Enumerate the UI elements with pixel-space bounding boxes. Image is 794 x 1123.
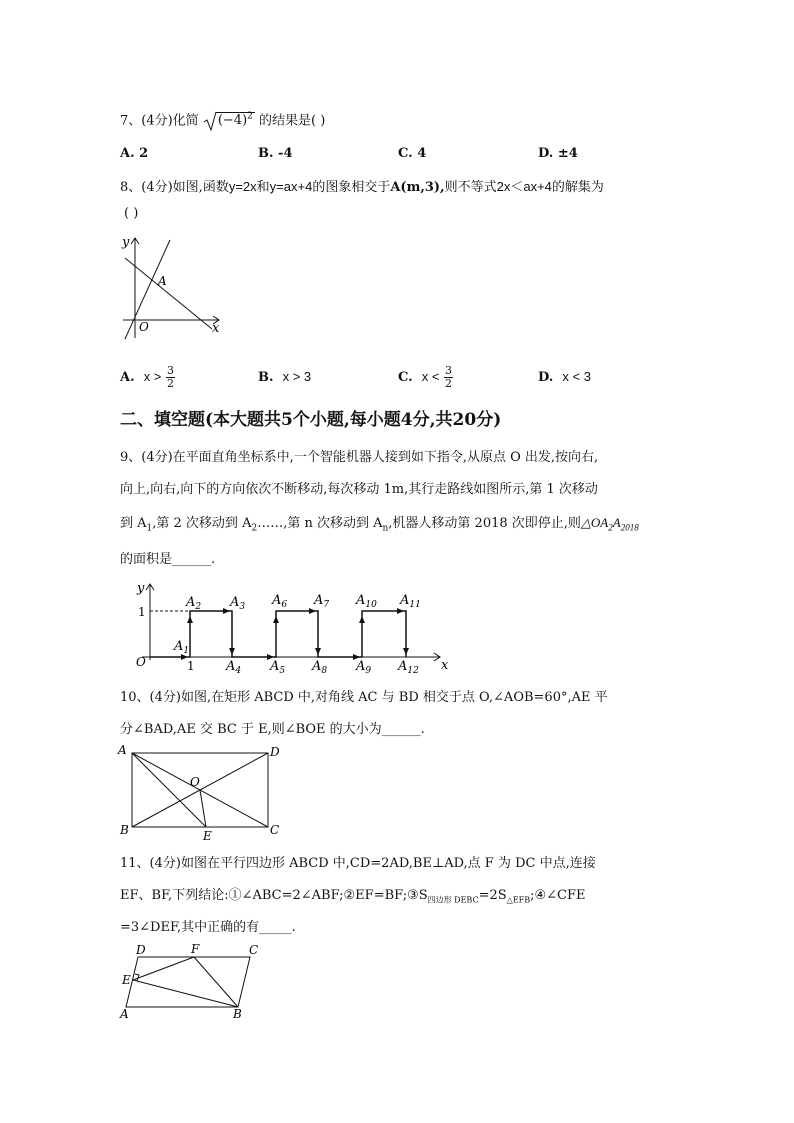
q8-label-x: x xyxy=(212,321,220,336)
q8-blank: ( ) xyxy=(124,206,139,221)
q11-line1: 11、(4分)如图在平行四边形 ABCD 中,CD=2AD,BE⊥AD,点 F 为 DC 中点,连接 xyxy=(120,856,596,871)
right-angle-icon xyxy=(135,974,139,981)
q8-option-d[interactable]: D. x < 3 xyxy=(538,369,591,385)
q11-line3: =3∠DEF,其中正确的有_____. xyxy=(120,920,296,935)
q9-triangle: $\triangle OA_2A_{2018}$ xyxy=(580,515,639,533)
q8-point: A(m,3), xyxy=(390,180,445,195)
q9-label-a11: $A_{11}$ xyxy=(400,593,421,610)
q10-line2: 分∠BAD,AE 交 BC 于 E,则∠BOE 的大小为______. xyxy=(120,722,425,737)
q9-figure xyxy=(130,578,460,676)
q10-line1: 10、(4分)如图,在矩形 ABCD 中,对角线 AC 与 BD 相交于点 O,∠AOB=60°,AE 平 xyxy=(120,690,608,705)
q8-ineq: 2x＜ax+4 xyxy=(496,179,552,194)
q10-figure xyxy=(116,742,286,842)
q10-label-a: A xyxy=(118,743,127,757)
q11-label-b: B xyxy=(233,1007,242,1021)
arrow-icon xyxy=(229,648,235,655)
q8-figure xyxy=(115,232,225,342)
q9-label-a6: $A_6$ xyxy=(272,593,288,610)
q9-label-a4: $A_4$ xyxy=(226,659,242,676)
q11-line2: EF、BF,下列结论$:①\angle ABC=2\angle ABF;②EF=BF;③S_{四边形 DEBC}=2S_{\triangle EFB};④\angle CFE$ xyxy=(120,888,586,905)
q9-label-a10: $A_{10}$ xyxy=(356,593,377,610)
arrow-icon xyxy=(223,608,230,614)
q9-label-one-x: 1 xyxy=(187,659,195,673)
q7-radicand: $(-4)^2$ xyxy=(217,112,253,129)
q7-prefix: 7、(4分)化简 xyxy=(120,113,199,129)
q8-opt-a-fraction: $\frac{3}{2}$ xyxy=(166,364,174,390)
q11-label-d: D xyxy=(136,943,146,957)
q9-label-a8: $A_8$ xyxy=(312,659,328,676)
q11-figure xyxy=(116,940,266,1020)
q10-label-c: C xyxy=(270,823,280,837)
q9-label-a9: $A_9$ xyxy=(356,659,372,676)
q7-exponent: 2 xyxy=(247,112,253,122)
q11-label-a: A xyxy=(120,1007,129,1021)
q9-label-a2: $A_2$ xyxy=(186,595,202,612)
q8-option-a[interactable]: A. x > $\frac{3}{2}$ xyxy=(120,364,174,390)
segment-bf xyxy=(194,957,238,1007)
q7-option-c[interactable]: C. 4 xyxy=(398,146,427,161)
q7-option-b[interactable]: B. -4 xyxy=(258,146,293,161)
q8-label-o: O xyxy=(139,320,149,334)
q9-label-a3: $A_3$ xyxy=(230,595,246,612)
arrow-icon xyxy=(187,616,193,623)
q8-option-c[interactable]: C. x < $\frac{3}{2}$ xyxy=(398,364,452,390)
segment-ef xyxy=(133,957,194,980)
arrow-icon xyxy=(315,648,321,655)
arrow-icon xyxy=(403,648,409,655)
q8-label-a: A xyxy=(158,274,167,288)
arrow-icon xyxy=(309,608,316,614)
q9-line4: 的面积是______. xyxy=(120,552,216,567)
q9-label-one-y: 1 xyxy=(138,605,146,619)
q11-label-e: E xyxy=(122,973,131,987)
arrow-icon xyxy=(397,608,404,614)
q9-label-a5: $A_5$ xyxy=(270,659,286,676)
q9-label-x: x xyxy=(441,658,449,673)
segment-ae xyxy=(132,753,206,827)
q11-label-c: C xyxy=(249,943,259,957)
segment-be xyxy=(133,980,238,1007)
q7-stem xyxy=(120,106,325,128)
q9-label-o: O xyxy=(136,655,146,669)
q8-func2: y=ax+4 xyxy=(269,179,313,194)
arrow-icon xyxy=(359,616,365,623)
q10-label-b: B xyxy=(120,823,129,837)
q9-label-a1: $A_1$ xyxy=(174,639,190,656)
line-y-ax-4 xyxy=(125,258,212,329)
q10-label-o: O xyxy=(190,775,200,789)
q8-func1: y=2x xyxy=(228,179,257,194)
q7-suffix: 的结果是( ) xyxy=(259,113,326,129)
q10-label-e: E xyxy=(203,829,212,843)
q7-option-d[interactable]: D. ±4 xyxy=(538,146,578,161)
section-title: 二、填空题(本大题共5个小题,每小题4分,共20分) xyxy=(120,410,502,430)
q9-line2: 向上,向右,向下的方向依次不断移动,每次移动 1m,其行走路线如图所示,第 1 次移动 xyxy=(120,482,598,497)
q10-label-d: D xyxy=(270,745,280,759)
q8-label-y: y xyxy=(122,235,130,250)
q9-line1: 9、(4分)在平面直角坐标系中,一个智能机器人接到如下指令,从原点 O 出发,按向右, xyxy=(120,450,599,465)
q11-label-f: F xyxy=(191,942,200,956)
q8-opt-c-fraction: $\frac{3}{2}$ xyxy=(444,364,452,390)
arrow-icon xyxy=(273,616,279,623)
q7-option-a[interactable]: A. 2 xyxy=(120,146,149,161)
q8-stem: 8、(4分)如图,函数y=2x和y=ax+4的图象相交于A(m,3),则不等式2x＜ax+4的解集为 xyxy=(120,179,604,195)
q9-label-a7: $A_7$ xyxy=(314,593,330,610)
q8-option-b[interactable]: B. x > 3 xyxy=(258,369,312,385)
sqrt-symbol-icon xyxy=(203,110,217,132)
q9-label-a12: $A_{12}$ xyxy=(398,659,419,676)
q9-line3: 到 $A_1$,第 2 次移动到 $A_2\dots\dots$,第 n 次移动到 $A_n$,机器人移动第 2018 次即停止,则$\triangle OA_2A_{2018}$ xyxy=(120,515,639,534)
q9-label-y: y xyxy=(137,581,145,596)
